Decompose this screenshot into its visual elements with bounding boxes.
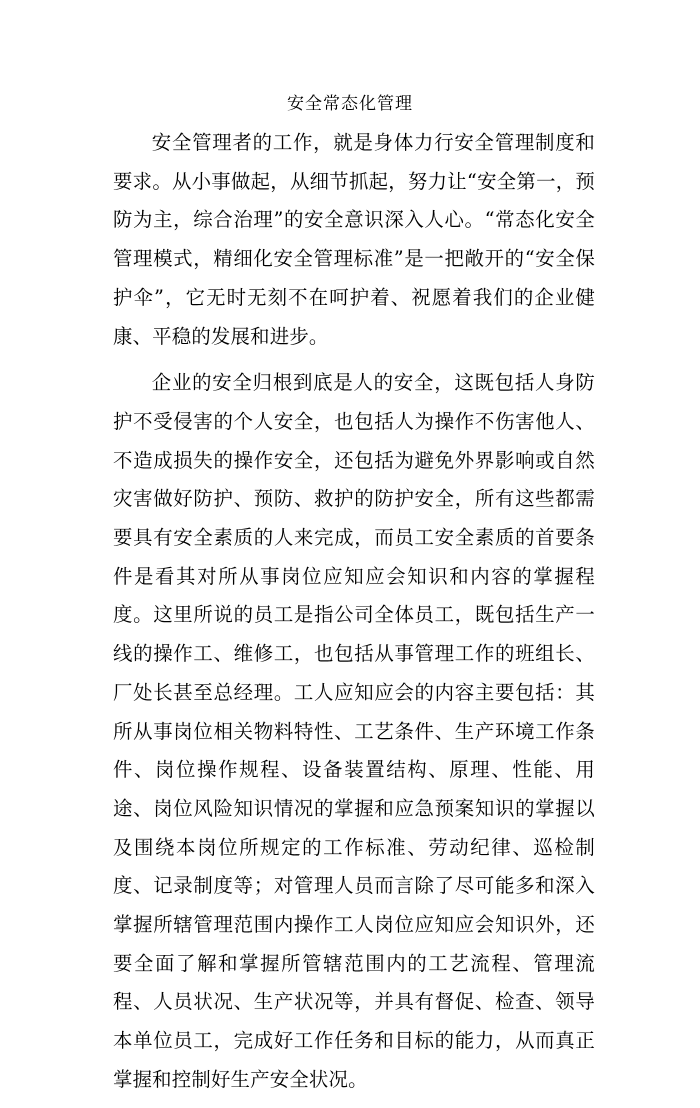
document-title: 安全常态化管理 xyxy=(287,94,413,114)
paragraph-1: 安全管理者的工作，就是身体力行安全管理制度和要求。从小事做起，从细节抓起，努力让“安全第一，预防为主，综合治理”的安全意识深入人心。“常态化安全管理模式，精细化安全管理标准”是一把敞开的“安全保护伞”，它无时无刻不在呵护着、祝愿着我们的企业健康、平稳的发展和进步。 xyxy=(113,131,595,348)
document-body xyxy=(113,124,595,1108)
paragraph-2: 企业的安全归根到底是人的安全，这既包括人身防护不受侵害的个人安全，也包括人为操作不伤害他人、不造成损失的操作安全，还包括为避免外界影响或自然灾害做好防护、预防、救护的防护安全，所有这些都需要具有安全素质的人来完成，而员工安全素质的首要条件是看其对所从事岗位应知应会知识和内容的掌握程度。这里所说的员工是指公司全体员工，既包括生产一线的操作工、维修工，也包括从事管理工作的班组长、厂处长甚至总经理。工人应知应会的内容主要包括：其所从事岗位相关物料特性、工艺条件、生产环境工作条件、岗位操作规程、设备装置结构、原理、性能、用途、岗位风险知识情况的掌握和应急预案知识的掌握以及围绕本岗位所规定的工作标准、劳动纪律、巡检制度、记录制度等；对管理人员而言除了尽可能多和深入掌握所辖管理范围内操作工人岗位应知应会知识外，还要全面了解和掌握所管辖范围内的工艺流程、管理流程、人员状况、生产状况等，并具有督促、检查、领导本单位员工，完成好工作任务和目标的能力，从而真正掌握和控制好生产安全状况。 xyxy=(113,371,595,1091)
